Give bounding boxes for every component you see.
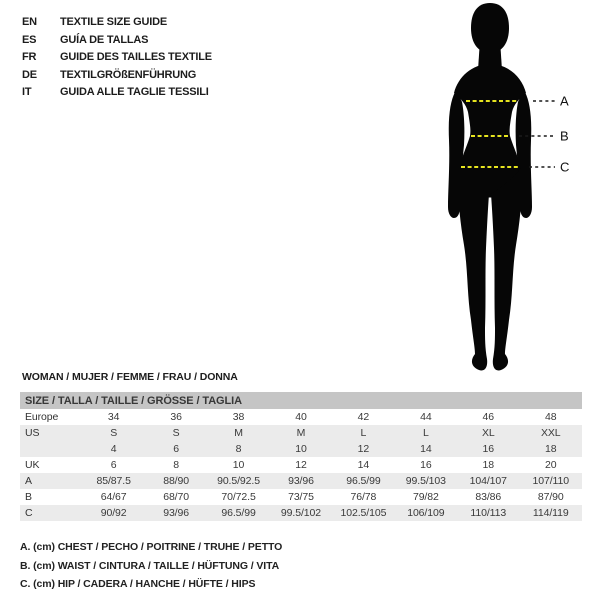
size-cell: 10 bbox=[295, 443, 307, 455]
table-row bbox=[20, 489, 582, 505]
size-cell: 83/86 bbox=[475, 491, 502, 503]
woman-silhouette-figure bbox=[393, 0, 598, 380]
size-cell: 73/75 bbox=[288, 491, 314, 503]
size-cell: 18 bbox=[545, 443, 557, 455]
row-label: US bbox=[25, 427, 40, 439]
row-label: Europe bbox=[25, 411, 59, 423]
size-cell: 16 bbox=[420, 459, 432, 471]
size-cell: 85/87.5 bbox=[96, 475, 131, 487]
size-cell: 99.5/103 bbox=[405, 475, 446, 487]
table-row bbox=[20, 457, 582, 473]
guide-title-translation: TEXTILGRÖßENFÜHRUNG bbox=[60, 68, 197, 81]
language-row bbox=[22, 67, 212, 85]
size-cell: 68/70 bbox=[163, 491, 189, 503]
row-label: UK bbox=[25, 459, 40, 471]
size-cell: 102.5/105 bbox=[340, 507, 387, 519]
language-code: IT bbox=[22, 86, 32, 99]
language-code: DE bbox=[22, 68, 37, 81]
size-cell: 64/67 bbox=[100, 491, 127, 503]
size-cell: 38 bbox=[232, 411, 245, 423]
size-cell: M bbox=[296, 427, 306, 439]
size-cell: 87/90 bbox=[537, 491, 564, 503]
row-label: C bbox=[25, 507, 33, 519]
table-title: WOMAN / MUJER / FEMME / FRAU / DONNA bbox=[22, 371, 238, 383]
size-cell: 10 bbox=[232, 459, 245, 471]
size-table-header: SIZE / TALLA / TAILLE / GRÖSSE / TAGLIA bbox=[20, 392, 582, 409]
size-cell: 16 bbox=[482, 443, 495, 455]
measurement-legend bbox=[20, 538, 282, 594]
size-cell: 70/72.5 bbox=[221, 491, 256, 503]
size-cell: 106/109 bbox=[407, 507, 445, 519]
size-cell: 107/110 bbox=[532, 475, 569, 487]
table-row bbox=[20, 441, 582, 457]
language-code: FR bbox=[22, 51, 37, 64]
size-cell: 12 bbox=[357, 443, 370, 455]
size-cell: 6 bbox=[173, 443, 179, 455]
size-cell: 93/96 bbox=[163, 507, 189, 519]
size-cell: 12 bbox=[295, 459, 307, 471]
size-cell: 96.5/99 bbox=[221, 507, 256, 519]
size-table bbox=[20, 392, 582, 521]
size-cell: 4 bbox=[110, 443, 117, 455]
size-cell: 42 bbox=[357, 411, 370, 423]
size-cell: 114/119 bbox=[532, 507, 569, 519]
language-row bbox=[22, 49, 212, 67]
language-title-list bbox=[22, 14, 212, 102]
table-row bbox=[20, 425, 582, 441]
marker-label-c: C bbox=[560, 159, 570, 175]
marker-label-a: A bbox=[560, 93, 569, 109]
size-cell: 14 bbox=[357, 459, 370, 471]
legend-line: A. (cm) CHEST / PECHO / POITRINE / TRUHE / PETTO bbox=[20, 541, 283, 553]
size-cell: S bbox=[110, 427, 118, 439]
guide-title-translation: GUIDE DES TAILLES TEXTILE bbox=[60, 51, 212, 64]
table-row bbox=[20, 409, 582, 425]
size-cell: 104/107 bbox=[469, 475, 507, 487]
size-cell: 34 bbox=[107, 411, 120, 423]
size-cell: 6 bbox=[110, 459, 117, 471]
size-cell: 8 bbox=[235, 443, 242, 455]
size-cell: 76/78 bbox=[350, 491, 377, 503]
table-row bbox=[20, 505, 582, 521]
size-table-body bbox=[20, 409, 582, 521]
size-cell: 40 bbox=[295, 411, 307, 423]
size-cell: 93/96 bbox=[288, 475, 314, 487]
size-cell: 36 bbox=[170, 411, 182, 423]
silhouette-svg bbox=[393, 0, 598, 380]
size-cell: 96.5/99 bbox=[346, 475, 381, 487]
size-cell: 90.5/92.5 bbox=[217, 475, 260, 487]
size-cell: 20 bbox=[545, 459, 557, 471]
legend-line: B. (cm) WAIST / CINTURA / TAILLE / HÜFTUNG / VITA bbox=[20, 559, 280, 572]
row-label bbox=[20, 441, 82, 457]
size-table-header-row bbox=[20, 392, 582, 409]
marker-label-b: B bbox=[560, 128, 569, 144]
size-cell: 79/82 bbox=[412, 491, 439, 503]
size-cell: 110/113 bbox=[470, 507, 507, 519]
size-cell: XL bbox=[481, 427, 495, 439]
size-cell: 48 bbox=[545, 411, 557, 423]
row-label: A bbox=[25, 475, 32, 487]
language-code: ES bbox=[22, 33, 37, 46]
guide-title-translation: TEXTILE SIZE GUIDE bbox=[60, 16, 168, 28]
guide-title-translation: GUÍA DE TALLAS bbox=[60, 33, 149, 46]
woman-silhouette bbox=[448, 3, 532, 370]
size-cell: 90/92 bbox=[100, 507, 127, 519]
size-cell: S bbox=[172, 427, 180, 439]
language-row bbox=[22, 14, 212, 32]
size-cell: 88/90 bbox=[163, 475, 189, 487]
row-label: B bbox=[25, 491, 32, 503]
guide-title-translation: GUIDA ALLE TAGLIE TESSILI bbox=[60, 86, 209, 99]
table-row bbox=[20, 473, 582, 489]
legend-line: C. (cm) HIP / CADERA / HANCHE / HÜFTE / HIPS bbox=[20, 578, 256, 590]
language-row bbox=[22, 32, 212, 50]
size-cell: 8 bbox=[173, 459, 179, 471]
size-cell: M bbox=[234, 427, 243, 439]
language-code: EN bbox=[22, 16, 37, 28]
size-cell: XXL bbox=[540, 427, 561, 439]
language-row bbox=[22, 84, 212, 102]
size-cell: 46 bbox=[482, 411, 495, 423]
size-cell: 99.5/102 bbox=[280, 507, 321, 519]
size-cell: L bbox=[360, 427, 367, 439]
size-cell: 14 bbox=[420, 443, 432, 455]
size-cell: 18 bbox=[482, 459, 495, 471]
size-cell: 44 bbox=[420, 411, 432, 423]
size-cell: L bbox=[422, 427, 429, 439]
